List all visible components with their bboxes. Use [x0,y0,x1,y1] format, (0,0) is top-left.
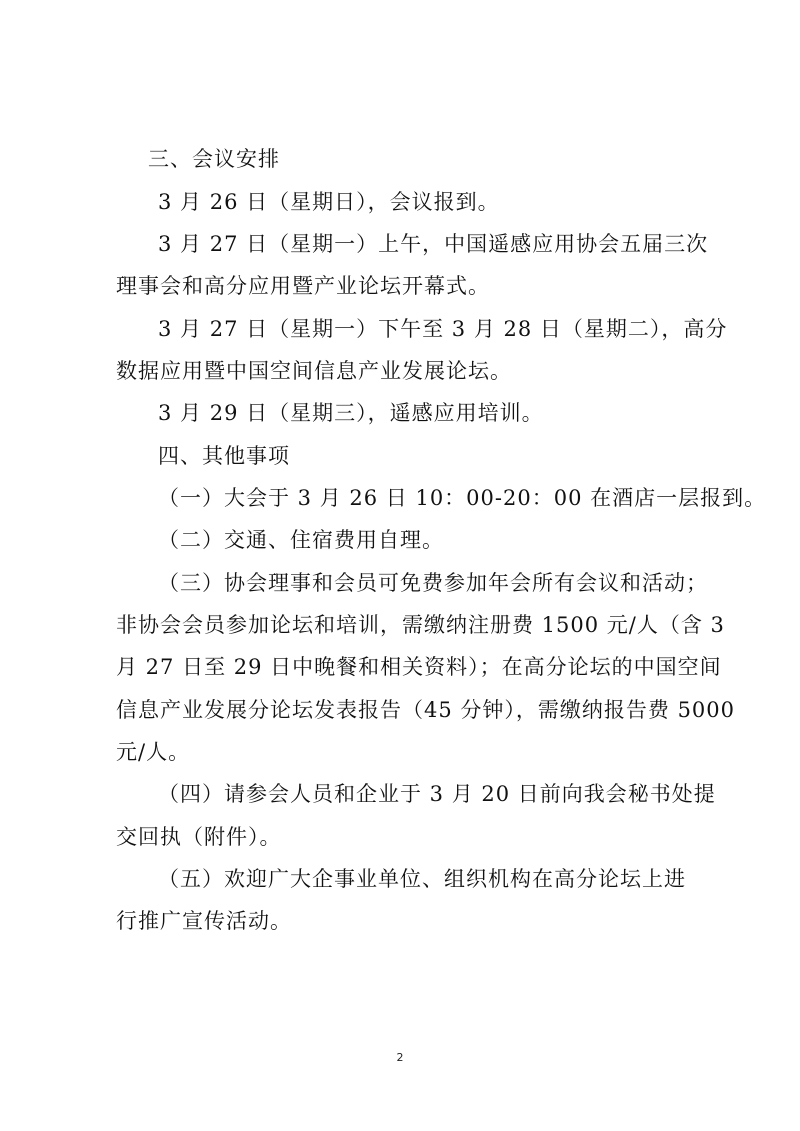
schedule-item-opening-line-1: 3 月 27 日（星期一）上午，中国遥感应用协会五届三次 [158,232,709,256]
section-heading-other-matters: 四、其他事项 [158,444,290,468]
schedule-item-opening-line-2: 理事会和高分应用暨产业论坛开幕式。 [116,274,490,298]
other-item-3-line-5: 元/人。 [116,740,191,764]
other-item-3-line-1: （三）协会理事和会员可免费参加年会所有会议和活动； [158,571,708,595]
other-item-3-line-2: 非协会会员参加论坛和培训，需缴纳注册费 1500 元/人（含 3 [116,613,725,637]
schedule-item-training: 3 月 29 日（星期三），遥感应用培训。 [158,401,544,425]
schedule-item-registration: 3 月 26 日（星期日），会议报到。 [158,190,500,214]
schedule-item-forum-line-2: 数据应用暨中国空间信息产业发展论坛。 [116,359,512,383]
other-item-3-line-4: 信息产业发展分论坛发表报告（45 分钟），需缴纳报告费 5000 [116,698,736,722]
schedule-item-forum-line-1: 3 月 27 日（星期一）下午至 3 月 28 日（星期二），高分 [158,317,728,341]
other-item-3-line-3: 月 27 日至 29 日中晚餐和相关资料）；在高分论坛的中国空间 [116,655,722,679]
other-item-1-registration: （一）大会于 3 月 26 日 10：00-20：00 在酒店一层报到。 [158,486,767,510]
other-item-4-line-1: （四）请参会人员和企业于 3 月 20 日前向我会秘书处提 [158,782,716,806]
other-item-4-line-2: 交回执（附件）。 [116,825,282,849]
other-item-2-transport: （二）交通、住宿费用自理。 [158,528,444,552]
other-item-5-line-1: （五）欢迎广大企事业单位、组织机构在高分论坛上进 [158,867,686,891]
section-heading-meeting-schedule: 三、会议安排 [148,147,280,171]
page-number: 2 [396,1051,404,1064]
other-item-5-line-2: 行推广宣传活动。 [116,909,292,933]
